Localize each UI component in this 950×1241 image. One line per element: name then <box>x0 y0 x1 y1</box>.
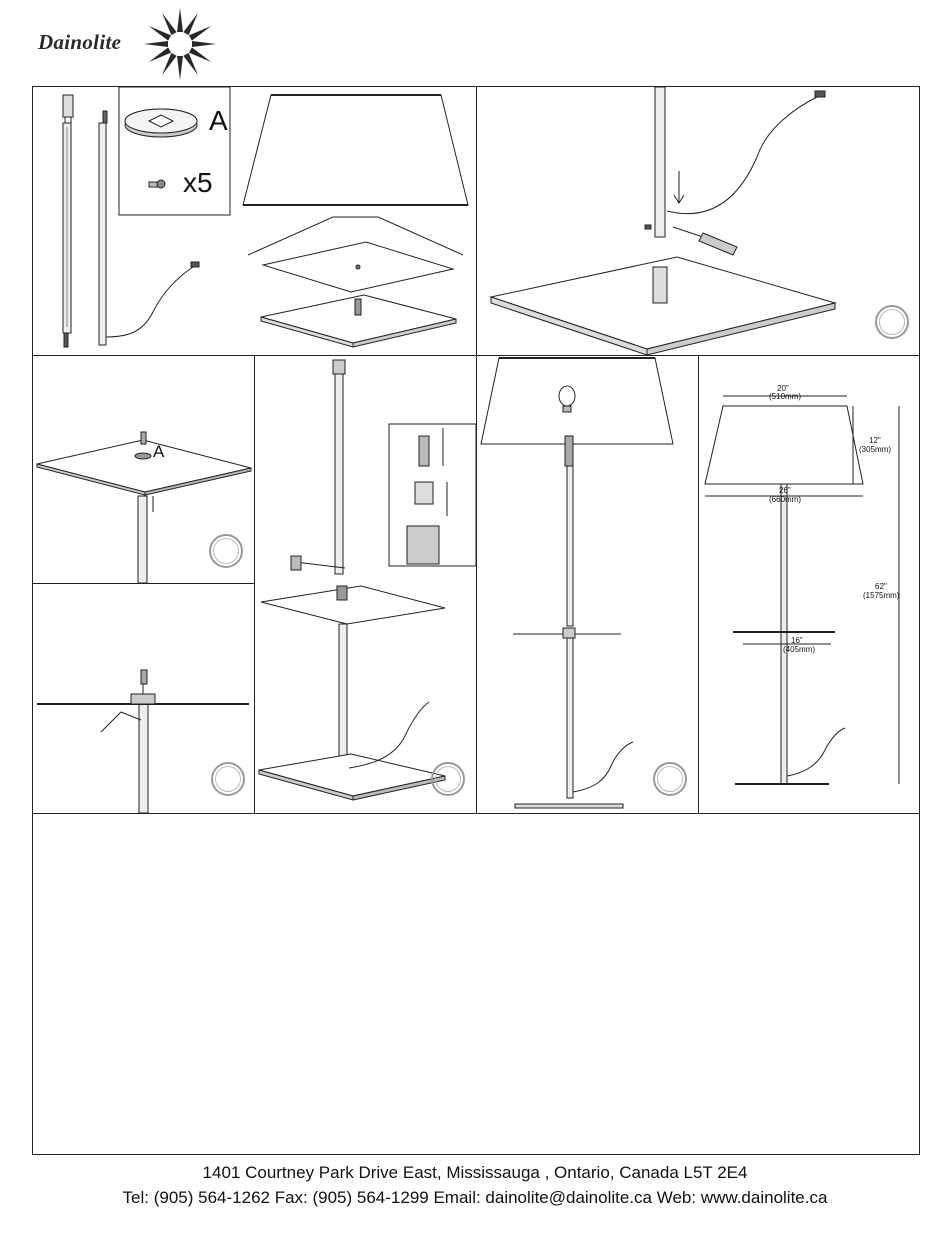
base-assembly-illustration <box>477 87 919 355</box>
footer-address: 1401 Courtney Park Drive East, Mississauga , Ontario, Canada L5T 2E4 <box>202 1163 748 1182</box>
step-secure-panel <box>33 584 254 813</box>
table-width-dimension: 16" <box>791 636 803 645</box>
step-number-circle <box>211 762 245 796</box>
shade-height-dimension: 12" <box>869 436 881 445</box>
footer-contact: Tel: (905) 564-1262 Fax: (905) 564-1299 Email: dainolite@dainolite.ca Web: www.dainolite.ca <box>122 1188 828 1207</box>
parts-panel <box>33 87 476 355</box>
step-wiring-panel <box>255 356 476 813</box>
step-number-circle <box>653 762 687 796</box>
brand-logo <box>36 4 226 84</box>
notes-area <box>33 813 919 1153</box>
brand-name: Dainolite <box>38 30 122 54</box>
instruction-sheet <box>32 86 920 1155</box>
part-a-callout: A <box>153 442 165 461</box>
step-number-circle <box>431 762 465 796</box>
step-number-circle <box>875 305 909 339</box>
dimensions-panel <box>699 356 919 813</box>
overall-height-dimension-mm: (1575mm) <box>863 591 900 600</box>
overall-height-dimension: 62" <box>875 582 887 591</box>
shade-top-dimension: 20" <box>777 384 789 393</box>
shade-bottom-dimension: 26" <box>779 486 791 495</box>
step-plate-panel <box>33 356 254 583</box>
shade-top-dimension-mm: (510mm) <box>769 392 802 401</box>
table-width-dimension-mm: (405mm) <box>783 645 816 654</box>
part-a-label: A <box>209 105 228 136</box>
shade-height-dimension-mm: (305mm) <box>859 445 892 454</box>
step-number-circle <box>209 534 243 568</box>
parts-illustration <box>33 87 476 355</box>
wiring-illustration <box>255 356 476 813</box>
step-shade-panel <box>477 356 698 813</box>
shade-bottom-dimension-mm: (660mm) <box>769 495 802 504</box>
screw-quantity-label: x5 <box>183 167 213 198</box>
step-base-panel <box>477 87 919 355</box>
starburst-icon <box>140 4 220 84</box>
shade-bulb-illustration <box>477 356 698 813</box>
